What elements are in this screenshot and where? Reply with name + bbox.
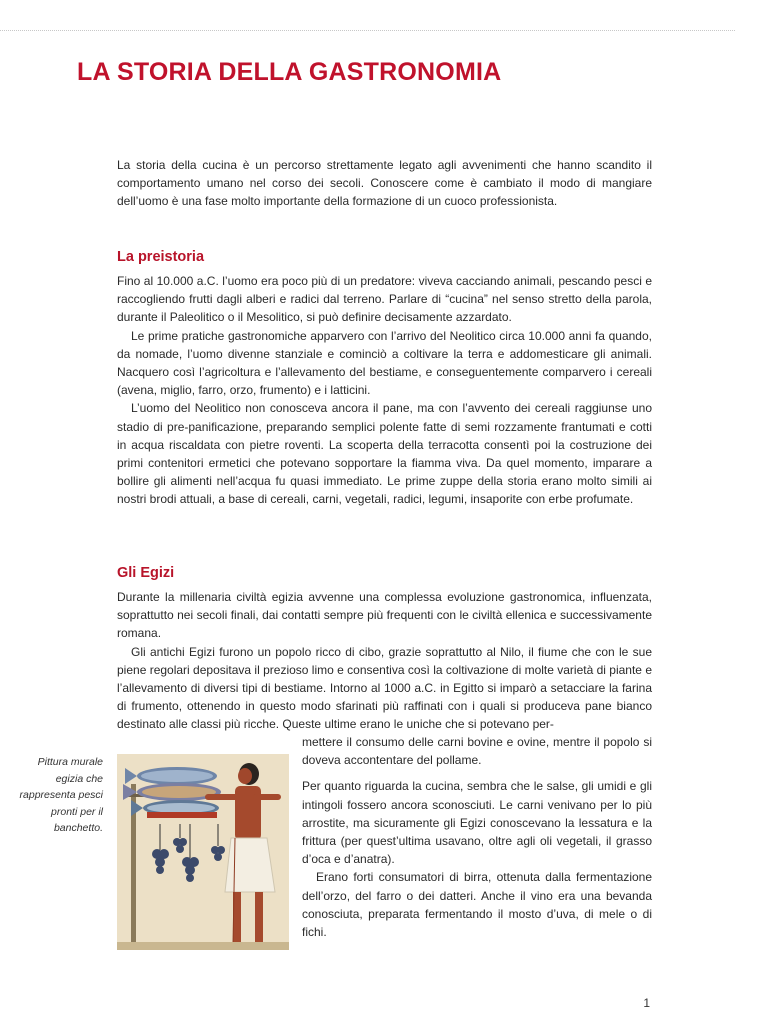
figure-caption: Pittura murale egizia che rappresenta pesci pronti per il banchetto. <box>19 756 103 834</box>
wrapped-text-column <box>302 733 652 941</box>
section-body-preistoria <box>117 272 652 509</box>
paragraph: Gli antichi Egizi furono un popolo ricco di cibo, grazie soprattutto al Nilo, il fiume che con le sue piene regolari depositava il prezioso limo e consentiva così la coltivazione di molte varietà di piante e l’allevamento di diversi tipi di bestiame. Intorno al 1000 a.C. in Egitto si imparò a setacciare la farina di frumento, ottenendo in questo modo sfarinati più raffinati con i quali si produceva pane bianco destinato alle classi più ricche. Queste ultime erano le uniche che si potevano per- <box>117 644 652 732</box>
top-dotted-rule <box>0 30 735 31</box>
paragraph: L’uomo del Neolitico non conosceva ancora il pane, ma con l’avvento dei cereali raggiunse uno stadio di pre-panificazione, preparando semplici polente fatte di semi rozzamente frantumati e cotti in acqua riscaldata con pietre roventi. La scoperta della terracotta consentì poi la costruzione dei primi contenitori ermetici che potevano sopportare la fiamma viva. Da quel momento, imparare a bollire gli alimenti nell’acqua fu quasi immediato. Le prime zuppe della storia erano molto simili ai nostri brodi attuali, a base di cereali, carni, vegetali, radici, legumi, insaporite con erbe profumate. <box>117 401 652 507</box>
paragraph: mettere il consumo delle carni bovine e ovine, mentre il popolo si doveva accontentare del pollame. <box>302 735 652 768</box>
page-title: LA STORIA DELLA GASTRONOMIA <box>77 58 502 86</box>
egyptian-mural-image <box>117 754 289 950</box>
paragraph: Fino al 10.000 a.C. l’uomo era poco più di un predatore: viveva cacciando animali, pescando pesci e raccogliendo frutti dagli alberi e radici dal terreno. Parlare di “cucina” nel senso stretto della parola, durante il Paleolitico o il Mesolitico, si può definire decisamente azzardato. <box>117 274 652 325</box>
paragraph: Le prime pratiche gastronomiche apparvero con l’arrivo del Neolitico circa 10.000 anni fa quando, da nomade, l’uomo divenne stanziale e cominciò a coltivare la terra e addomesticare gli animali. Nacquero così l’agricoltura e l’allevamento del bestiame, e conseguentemente comparvero i cereali (avena, miglio, farro, orzo, frumento) e i latticini. <box>117 328 652 398</box>
page-number: 1 <box>643 996 650 1010</box>
paragraph: Durante la millenaria civiltà egizia avvenne una complessa evoluzione gastronomica, influenzata, soprattutto nei secoli finali, dai contatti sempre più frequenti con le civiltà ellenica e successivamente romana. <box>117 590 652 641</box>
section-body-egizi <box>117 588 652 734</box>
intro-paragraph <box>117 156 652 211</box>
mural-illustration <box>117 754 289 950</box>
intro-text: La storia della cucina è un percorso strettamente legato agli avvenimenti che hanno scandito il comportamento umano nel corso dei secoli. Conoscere come è cambiato il modo di mangiare dell’uomo è una fase molto importante della formazione di un cuoco professionista. <box>117 158 652 209</box>
section-heading-egizi: Gli Egizi <box>117 565 175 581</box>
paragraph: Erano forti consumatori di birra, ottenuta dalla fermentazione dell’orzo, del farro o dei datteri. Anche il vino era una bevanda conosciuta, preparata fermentando il mosto d’uva, di mele o di fichi. <box>302 870 652 940</box>
section-heading-preistoria: La preistoria <box>117 249 205 265</box>
paragraph: Per quanto riguarda la cucina, sembra che le salse, gli umidi e gli intingoli fossero ancora sconosciuti. Le carni venivano per lo più arrostite, ma sicuramente gli Egizi conoscevano la lessatura e la frittura (per quest’ultima usavano, oltre agli oli vegetali, il grasso d’oca e d’anatra). <box>302 779 652 867</box>
